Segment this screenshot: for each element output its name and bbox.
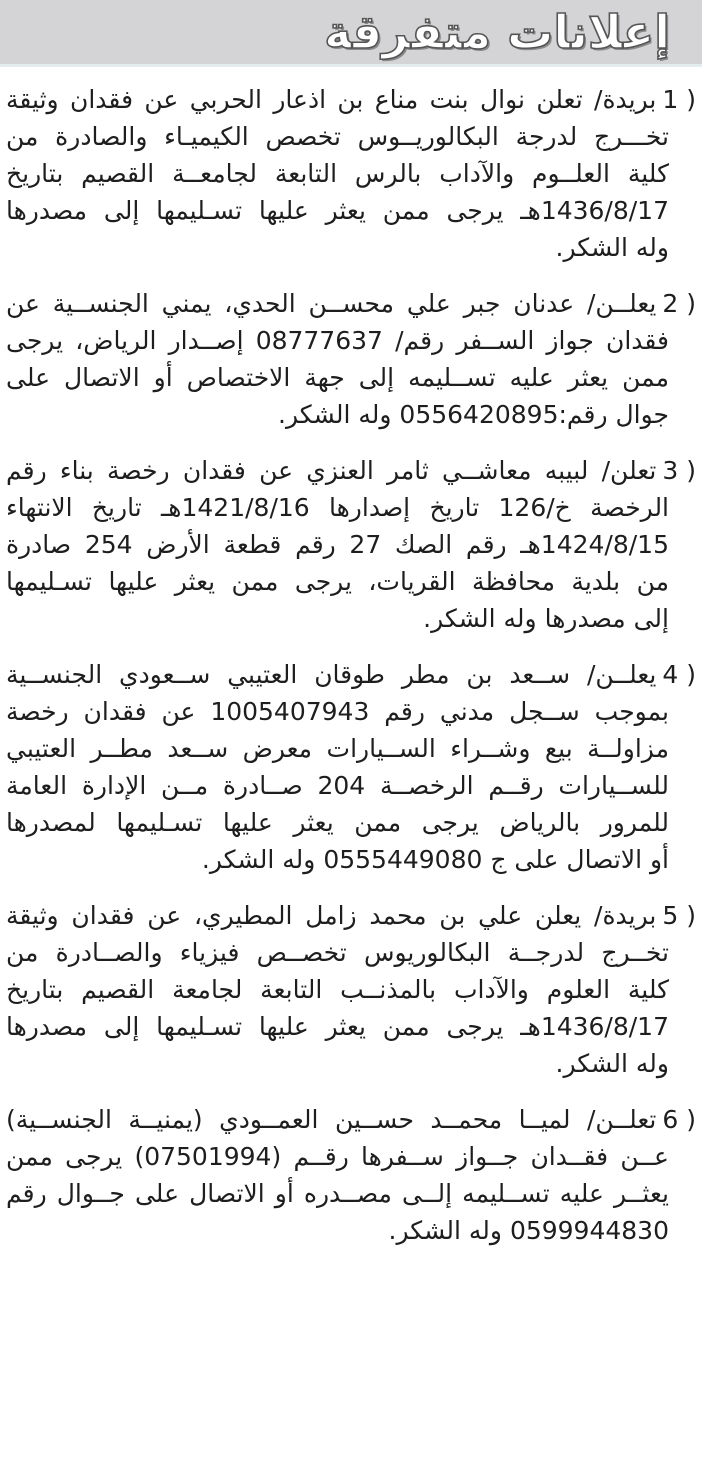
notice-text: بريدة/ يعلن علي بن محمد زامل المطيري، عن فقدان وثيقة xyxy=(6,901,657,930)
notice-line: من بلدية محافظة القريات، يرجى ممن يعثر عليها تسـليمها xyxy=(6,567,669,596)
notice-5 xyxy=(6,897,696,1082)
notice-number: 2 ) xyxy=(662,289,696,318)
notice-text: تعلــن/ لميــا محمــد حســين العمــودي (يمنيــة الجنســية) xyxy=(6,1105,657,1134)
notice-line: فقدان جواز الســفر رقم/ 08777637 إصــدار الرياض، يرجى xyxy=(6,326,669,355)
notice-number: 6 ) xyxy=(662,1105,696,1134)
notice-1 xyxy=(6,81,696,266)
notice-line: للســيارات رقــم الرخصــة 204 صــادرة مــن الإدارة العامة xyxy=(6,771,669,800)
notice-line: تخـــرج لدرجة البكالوريــوس تخصص الكيميـاء والصادرة من xyxy=(6,122,669,151)
notices-list xyxy=(0,67,702,1249)
notice-number: 5 ) xyxy=(662,901,696,930)
notice-line: 1436/8/17هـ يرجى ممن يعثر عليها تسـليمها إلى مصدرها xyxy=(6,196,669,225)
notice-number: 1 ) xyxy=(662,85,696,114)
notice-line: 1436/8/17هـ يرجى ممن يعثر عليها تسـليمها إلى مصدرها xyxy=(6,1012,669,1041)
notice-line: تخــرج لدرجــة البكالوريوس تخصــص فيزياء والصــادرة من xyxy=(6,938,669,967)
notice-line: الرخصة خ/126 تاريخ إصدارها 1421/8/16هـ تاريخ الانتهاء xyxy=(6,493,670,522)
notice-6 xyxy=(6,1101,696,1249)
notice-line xyxy=(6,656,696,693)
notice-text: يعلــن/ ســعد بن مطر طوقان العتيبي ســعودي الجنســية xyxy=(6,660,657,689)
notice-line: عــن فقــدان جــواز ســفرها رقــم (07501994) يرجى ممن xyxy=(6,1142,669,1171)
notice-line: 1424/8/15هـ رقم الصك 27 رقم قطعة الأرض 254 صادرة xyxy=(6,530,669,559)
notice-text: بريدة/ تعلن نوال بنت مناع بن اذعار الحربي عن فقدان وثيقة xyxy=(6,85,657,114)
notice-line: 0599944830 وله الشكر. xyxy=(388,1216,669,1245)
section-title: إعلانات متفرقة xyxy=(324,5,670,59)
notice-line: إلى مصدرها وله الشكر. xyxy=(423,604,669,633)
notice-line: كلية العلوم والآداب بالمذنــب التابعة لجامعة القصيم بتاريخ xyxy=(6,975,669,1004)
notice-text: يعلــن/ عدنان جبر علي محســن الحدي، يمني الجنســية عن xyxy=(6,289,657,318)
notice-2 xyxy=(6,285,696,433)
notice-text: تعلن/ لبيبه معاشــي ثامر العنزي عن فقدان رخصة بناء رقم xyxy=(6,456,657,485)
notice-line: بموجب ســجل مدني رقم 1005407943 عن فقدان رخصة xyxy=(6,697,669,726)
notice-4 xyxy=(6,656,696,878)
notice-line: ممن يعثر عليه تســليمه إلى جهة الاختصاص أو الاتصال على xyxy=(6,363,669,392)
notice-line xyxy=(6,81,696,118)
notice-line xyxy=(6,897,696,934)
notice-line: مزاولــة بيع وشــراء الســيارات معرض ســعد مطــر العتيبي xyxy=(6,734,669,763)
notice-line: للمرور بالرياض يرجى ممن يعثر عليها تسـليمها لمصدرها xyxy=(6,808,669,837)
notice-number: 3 ) xyxy=(662,456,696,485)
notice-line xyxy=(6,452,696,489)
notice-number: 4 ) xyxy=(662,660,696,689)
notice-line: وله الشكر. xyxy=(555,233,669,262)
section-header xyxy=(0,0,702,67)
notice-line xyxy=(6,1101,696,1138)
notice-line: يعثــر عليه تســليمه إلــى مصــدره أو الاتصال على جــوال رقم xyxy=(6,1179,669,1208)
notice-line: كلية العلــوم والآداب بالرس التابعة لجامعــة القصيم بتاريخ xyxy=(6,159,669,188)
notice-line: وله الشكر. xyxy=(555,1049,669,1078)
notice-line: جوال رقم:0556420895 وله الشكر. xyxy=(278,400,669,429)
notice-line: أو الاتصال على ج 0555449080 وله الشكر. xyxy=(201,845,669,874)
notice-3 xyxy=(6,452,696,637)
notice-line xyxy=(6,285,696,322)
